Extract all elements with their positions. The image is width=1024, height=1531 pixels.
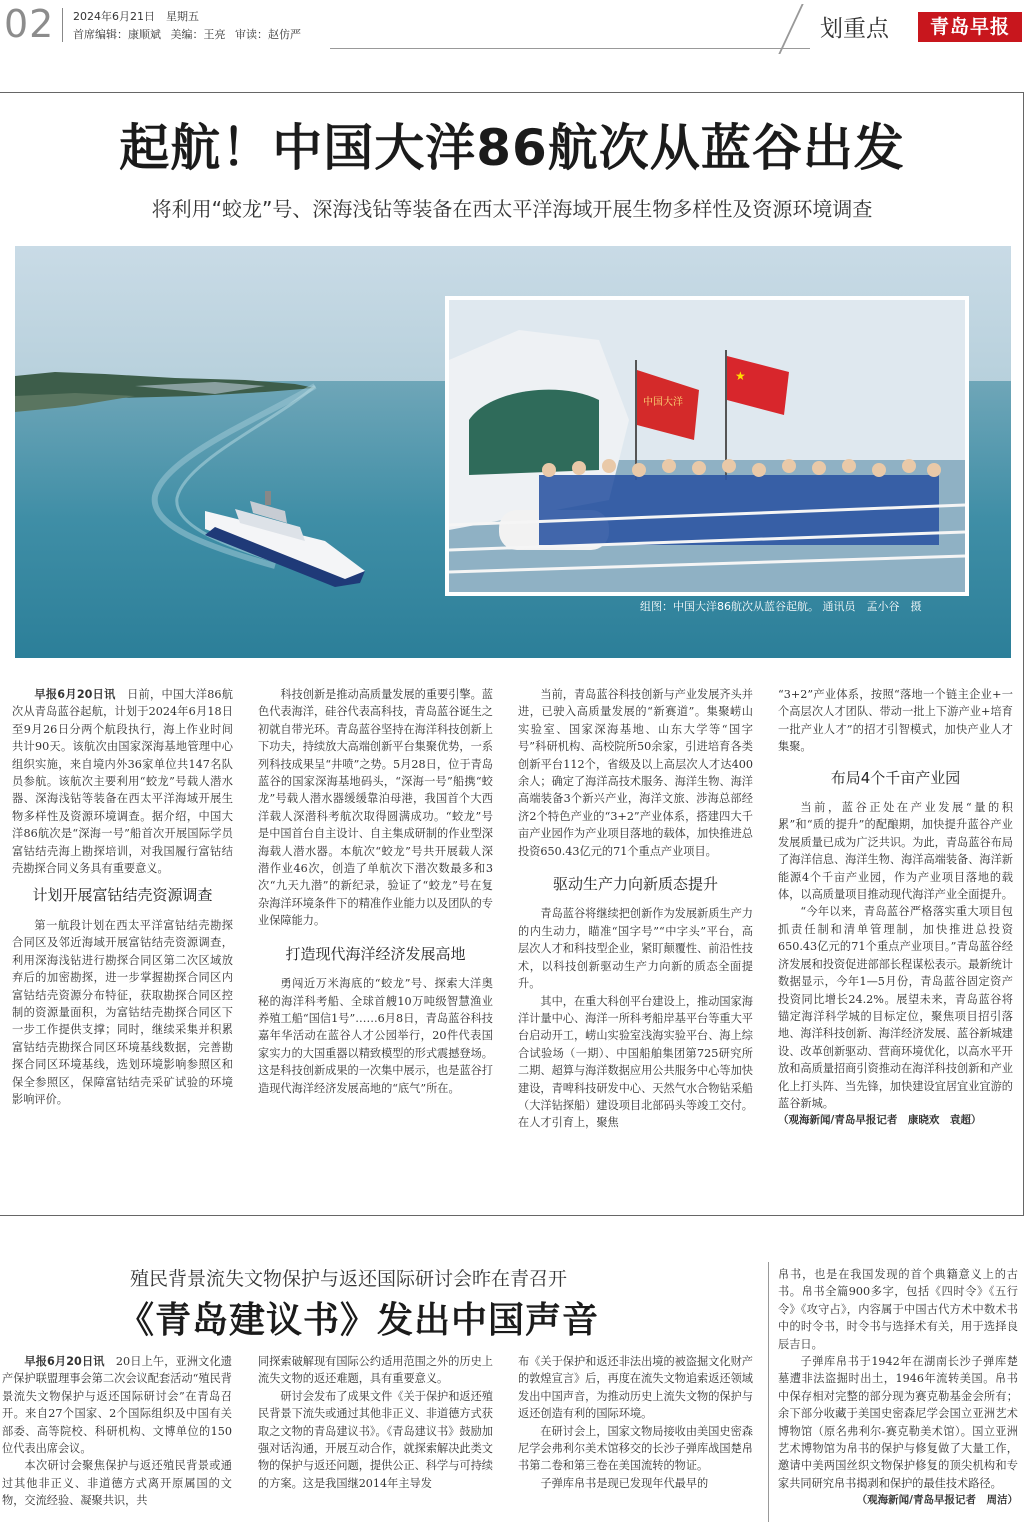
body-paragraph: 布《关于保护和返还非法出境的被盗掘文化财产的敦煌宣言》后，再度在流失文物追索返还领域发出中国声音，为推动历史上流失文物的保护与返还创造有利的国际环境。 [518, 1355, 753, 1421]
flag-text: 中国大洋 [643, 397, 683, 408]
article-subheadline: 将利用“蛟龙”号、深海浅钻等装备在西太平洋海域开展生物多样性及资源环境调查 [151, 197, 873, 221]
article1-column-3 [518, 686, 753, 1132]
body-paragraph: 当前，青岛蓝谷科技创新与产业发展齐头并进，已驶入高质量发展的“新赛道”。集聚崂山实验室、国家深海基地、山东大学等“国字号”科研机构、高校院所50余家，引进培育各类创新平台112个，省级及以上高层次人才达400余人；确定了海洋高技术服务、海洋生物、海洋高端装备3个新兴产业，海洋文旅、涉海总部经济2个特色产业的“3+2”产业体系，搭建四大千亩产业园作为产业项目落地的载体，加快推进总投资650.43亿元的71个重点产业项目。 [518, 688, 753, 858]
body-paragraph: 日前，中国大洋86航次从青岛蓝谷起航，计划于2024年6月18日至9月26日分两个航段执行，海上作业时间共计90天。该航次由国家深海基地管理中心组织实施，来自境内外36家单位共147名队员参航。该航次主要利用“蛟龙”号载人潜水器、深海浅钻等装备在西太平洋海域开展生物多样性及资源环境调查。据介绍，中国大洋86航次是“深海一号”船首次开展国际学员富钴结壳海上勘探培训，对我国履行富钴结壳勘探合同义务具有重要意义。 [12, 688, 233, 876]
article2-column-4 [778, 1266, 1018, 1510]
header-rule [330, 48, 810, 49]
body-paragraph: 科技创新是推动高质量发展的重要引擎。蓝色代表海洋，硅谷代表高科技，青岛蓝谷诞生之初就自带光环。青岛蓝谷坚持在海洋科技创新上下功夫，持续放大高端创新平台集聚优势，一系列科技成果呈“井喷”之势。5月28日，位于青岛蓝谷的国家深海基地码头，“深海一号”船携“蛟龙”号载人潜水器缓缓靠泊母港，我国首个大西洋载人深潜科考航次取得圆满成功。“蛟龙”号是中国首台自主设计、自主集成研制的作业型深海载人潜水器。本航次“蛟龙”号共开展载人深潜作业46次，创造了单航次下潜次数最多和3次“九天九潜”的新纪录，验证了“蛟龙”号在复杂海洋环境条件下的精准作业能力以及团队的专业保障能力。 [258, 688, 493, 928]
body-paragraph: 本次研讨会聚焦保护与返还殖民背景或通过其他非正义、非道德方式离开原属国的文物，交流经验、凝聚共识，共 [2, 1459, 232, 1508]
issue-date: 2024年6月21日 星期五 [73, 10, 199, 23]
article2-headline: 《青岛建议书》发出中国声音 [118, 1300, 600, 1341]
page-header [0, 0, 1024, 52]
byline: （观海新闻/青岛早报记者 康晓欢 袁超） [778, 1114, 982, 1127]
body-paragraph: “3+2”产业体系，按照“落地一个链主企业+一个高层次人才团队、带动一批上下游产业+培育一批产业人才”的招才引智模式，加快产业人才集聚。 [778, 688, 1013, 754]
body-paragraph: 帛书，也是在我国发现的首个典籍意义上的古书。帛书全篇900多字，包括《四时令》《五行令》《攻守占》，内容属于中国古代方术中数术书中的时令书，时令书与选择术有关，用于选择良辰吉日。 [778, 1268, 1018, 1351]
body-paragraph: 第一航段计划在西太平洋富钴结壳勘探合同区及邻近海域开展富钴结壳资源调查，利用深海浅钻进行勘探合同区第二次区域放弃后的加密勘探，进一步掌握勘探合同区内富钴结壳资源分布特征，获取勘探合同区控制的资源量面积，为富钴结壳勘探合同区下一步工作提供支撑；同时，继续采集并积累富钴结壳勘探合同区环境基线数据，完善勘探合同区环境基线，选划环境影响参照区和保全参照区，保障富钴结壳采矿试验的环境影响评价。 [12, 918, 233, 1106]
column-divider [768, 1262, 769, 1522]
header-divider [62, 8, 63, 42]
dateline: 早报6月20日讯 [34, 688, 116, 701]
byline: （观海新闻/青岛早报记者 周洁） [856, 1494, 1018, 1507]
svg-text:★: ★ [735, 369, 746, 383]
article2-kicker: 殖民背景流失文物保护与返还国际研讨会昨在青召开 [130, 1268, 568, 1290]
body-paragraph: 其中，在重大科创平台建设上，推动国家海洋计量中心、海洋一所科考船岸基平台等重大平台启动开工，崂山实验室浅海实验平台、海上综合试验场（一期）、中国船舶集团第725研究所二期、超算与海洋数据应用公共服务中心等加快建设，青啤科技研发中心、天然气水合物钻采船（大洋钻探船）建设项目北部码头等竣工交付。在人才引育上，聚焦 [518, 994, 753, 1130]
article-headline: 起航！中国大洋86航次从蓝谷出发 [119, 119, 905, 177]
chief-editor: 首席编辑：康顺斌 [73, 28, 161, 41]
subheading: 打造现代海洋经济发展高地 [285, 944, 466, 963]
article1-column-2 [258, 686, 493, 1097]
editor-credits [73, 26, 307, 42]
subheading: 计划开展富钴结壳资源调查 [32, 886, 213, 905]
body-paragraph: “今年以来，青岛蓝谷严格落实重大项目包抓责任制和清单管理制，加快推进总投资650.43亿元的71个重点产业项目。”青岛蓝谷经济发展和投资促进部部长程谋松表示。最新统计数据显示，今年1—5月份，青岛蓝谷固定资产投资同比增长24.2%。展望未来，青岛蓝谷将锚定海洋科学城的目标定位，聚焦项目招引落地、海洋科技创新、海洋经济发展、蓝谷新城建设、改革创新驱动、营商环境优化，以高水平开放和高质量招商引资推动在海洋科技创新和产业化上打头阵、当先锋，加快建设宜居宜业宜游的蓝谷新城。 [778, 905, 1013, 1110]
article2-column-1 [2, 1353, 232, 1510]
article2-column-3 [518, 1353, 753, 1492]
dateline: 早报6月20日讯 [24, 1355, 105, 1368]
body-paragraph: 同探索破解现有国际公约适用范围之外的历史上流失文物的返还难题，具有重要意义。 [258, 1355, 493, 1386]
body-paragraph: 研讨会发布了成果文件《关于保护和返还殖民背景下流失或通过其他非正义、非道德方式获取之文物的青岛建议书》。《青岛建议书》鼓励加强对话沟通，开展互动合作，就探索解决此类文物的保护与返还问题，提供公正、科学与可持续的方案。这是我国继2014年主导发 [258, 1389, 493, 1490]
reviewer: 审读：赵仿严 [235, 28, 301, 41]
body-paragraph: 子弹库帛书是现已发现年代最早的 [540, 1476, 709, 1490]
body-paragraph: 勇闯近万米海底的“蛟龙”号、探索大洋奥秘的海洋科考船、全球首艘10万吨级智慧渔业养殖工船“国信1号”……6月8日，青岛蓝谷科技嘉年华活动在蓝谷人才公园举行，20件代表国家实力的大国重器以精致模型的形式震撼登场。这是科技创新成果的一次集中展示，也是蓝谷打造现代海洋经济发展高地的“底气”所在。 [258, 977, 493, 1095]
art-editor: 美编：王亮 [170, 28, 226, 41]
page-number: 02 [4, 2, 55, 46]
header-slant-divider [778, 4, 803, 54]
crew-waving-photo [445, 296, 969, 596]
body-paragraph: 20日上午，亚洲文化遗产保护联盟理事会第二次会议配套活动“殖民背景流失文物保护与返还国际研讨会”在青岛召开。来自27个国家、2个国际组织及中国有关部委、高等院校、科研机构、文博单位的150位代表出席会议。 [2, 1355, 232, 1456]
body-paragraph: 子弹库帛书于1942年在湖南长沙子弹库楚墓遭非法盗掘时出土，1946年流转美国。帛书中保存相对完整的部分现为赛克勒基金会所有；余下部分收藏于美国史密森尼学会国立亚洲艺术博物馆（原名弗利尔-赛克勒美术馆）。国立亚洲艺术博物馆为帛书的保护与修复做了大量工作，邀请中美两国丝织文物保护修复的顶尖机构和专家共同研究帛书揭剥和保护的最佳技术路径。 [778, 1355, 1018, 1490]
subheading: 布局4个千亩产业园 [830, 768, 961, 787]
newspaper-logo: 青岛早报 [918, 12, 1022, 42]
crew-deck-illustration [449, 300, 965, 592]
body-paragraph: 青岛蓝谷将继续把创新作为发展新质生产力的内生动力，瞄准“国字号”“中字头”平台，高层次人才和科技型企业，紧盯颠覆性、前沿性技术，以科技创新驱动生产力向新的质态全面提升。 [518, 907, 753, 991]
body-paragraph: 当前，蓝谷正处在产业发展“量的积累”和“质的提升”的配酿期，加快提升蓝谷产业发展质量已成为广泛共识。为此，青岛蓝谷布局了海洋信息、海洋生物、海洋高端装备、海洋新能源4个千亩产业园，作为产业项目落地的载体，以高质量项目推动现代海洋产业全面提升。 [778, 801, 1013, 902]
section-name: 划重点 [820, 16, 889, 42]
article2-column-2 [258, 1353, 493, 1492]
article1-column-4 [778, 686, 1013, 1130]
subheading: 驱动生产力向新质态提升 [552, 875, 718, 894]
body-paragraph: 在研讨会上，国家文物局接收由美国史密森尼学会弗利尔美术馆移交的长沙子弹库战国楚帛书第二卷和第三卷在美国流转的物证。 [518, 1424, 753, 1473]
photo-caption: 组图：中国大洋86航次从蓝谷起航。 通讯员 孟小谷 摄 [640, 600, 922, 613]
article1-column-1 [12, 686, 233, 1108]
